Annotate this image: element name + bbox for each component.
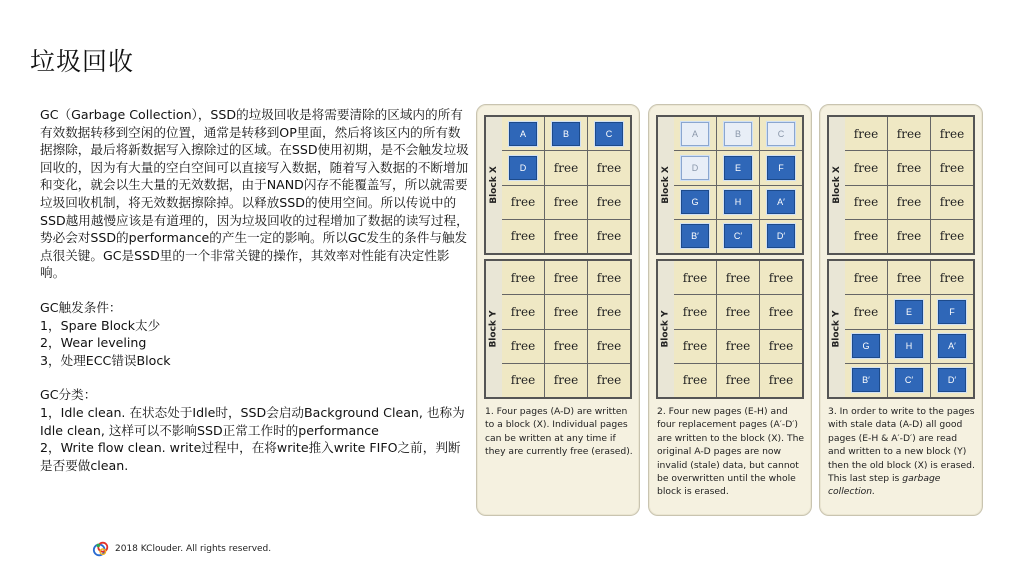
valid-page-cell [888,330,930,363]
valid-page-cell [674,186,716,219]
free-page: free [588,151,630,184]
free-page: free [588,364,630,397]
stale-page: B [724,122,752,146]
free-page: free [502,261,544,294]
block-label-text: Block Y [661,310,672,348]
page-grid [845,117,973,253]
free-page: free [717,364,759,397]
caption-text: 2. Four new pages (E-H) and four replacement pages (A′-D′) are written to the block (X). The original A-D pages are now invalid (stale) data, but cannot be overwritten until the whole block is erased. [657,406,805,498]
triggers-heading: GC触发条件： [40,299,122,315]
free-page: free [717,330,759,363]
valid-page-cell [845,330,887,363]
free-page: free [931,261,973,294]
free-page: free [588,261,630,294]
kclouder-logo-icon [92,540,110,558]
page-grid [502,117,630,253]
page-grid [845,261,973,397]
page-title: 垃圾回收 [30,47,135,76]
valid-page-cell [845,364,887,397]
free-page: free [760,330,802,363]
valid-page: A′ [767,190,795,214]
valid-page-cell [717,186,759,219]
free-page: free [674,330,716,363]
valid-page: A′ [938,334,966,358]
valid-page: B′ [852,368,880,392]
valid-page: D′ [767,224,795,248]
valid-page: D [509,156,537,180]
block-label [486,117,502,253]
block-x [656,115,804,255]
diagram-panel-2 [648,104,812,516]
valid-page-cell [760,151,802,184]
free-page: free [502,186,544,219]
valid-page-cell [760,186,802,219]
free-page: free [502,220,544,253]
free-page: free [888,261,930,294]
stale-page: C [767,122,795,146]
block-y [656,259,804,399]
block-y [827,259,975,399]
caption-text: 3. In order to write to the pages with stale data (A-D) all good pages (E-H & A′-D′) are read and written to a new block (Y) then the old block (X) is erased. This last step is [828,406,975,485]
free-page: free [545,330,587,363]
valid-page-cell [888,364,930,397]
valid-page-cell [674,220,716,253]
free-page: free [545,295,587,328]
valid-page: H [724,190,752,214]
free-page: free [674,295,716,328]
free-page: free [931,151,973,184]
block-label-text: Block X [832,166,842,204]
page-grid [674,117,802,253]
footer [92,540,271,558]
free-page: free [588,330,630,363]
free-page: free [888,186,930,219]
stale-page: A [681,122,709,146]
free-page: free [502,295,544,328]
block-label [829,261,845,397]
free-page: free [845,295,887,328]
valid-page: C′ [895,368,923,392]
free-page: free [845,220,887,253]
free-page: free [588,186,630,219]
stale-page-cell [674,117,716,150]
caption-italic-text: garbage collection. [828,473,941,498]
caption-text: 1. Four pages (A-D) are written to a block (X). Individual pages can be written at any time if they are currently free (erased). [485,406,633,458]
type-item: 1，Idle clean. 在状态处于Idle时，SSD会启动Background Clean, 也称为Idle clean, 这样可以不影响SSD正常工作时的performance [40,404,465,438]
panel-caption [828,405,976,499]
free-page: free [502,330,544,363]
valid-page-cell [545,117,587,150]
stale-page-cell [760,117,802,150]
free-page: free [502,364,544,397]
valid-page: A [509,122,537,146]
free-page: free [845,151,887,184]
free-page: free [717,295,759,328]
valid-page-cell [717,151,759,184]
valid-page-cell [760,220,802,253]
free-page: free [545,151,587,184]
free-page: free [545,364,587,397]
valid-page: E [724,156,752,180]
valid-page: E [895,300,923,324]
block-y [484,259,632,399]
panel-caption [485,405,633,459]
valid-page: H [895,334,923,358]
block-label-text: Block X [661,166,671,204]
valid-page-cell [931,364,973,397]
trigger-item: 1，Spare Block太少 [40,317,161,333]
valid-page: F [938,300,966,324]
free-page: free [760,364,802,397]
free-page: free [845,186,887,219]
free-page: free [845,117,887,150]
free-page: free [888,151,930,184]
valid-page-cell [588,117,630,150]
block-label [486,261,502,397]
free-page: free [888,220,930,253]
valid-page-cell [502,117,544,150]
free-page: free [931,117,973,150]
free-page: free [760,295,802,328]
copyright-text: 2018 KClouder. All rights reserved. [115,544,272,554]
valid-page-cell [888,295,930,328]
stale-page-cell [717,117,759,150]
free-page: free [674,261,716,294]
block-label [658,261,674,397]
valid-page: F [767,156,795,180]
trigger-item: 3，处理ECC错误Block [40,352,171,368]
free-page: free [674,364,716,397]
stale-page: D [681,156,709,180]
page-grid [502,261,630,397]
free-page: free [588,220,630,253]
valid-page: C′ [724,224,752,248]
block-x [484,115,632,255]
panel-caption [657,405,805,499]
block-label-text: Block Y [832,310,843,348]
free-page: free [931,220,973,253]
body-text [40,106,470,474]
diagram-panel-1 [476,104,640,516]
valid-page: G [852,334,880,358]
free-page: free [845,261,887,294]
valid-page: C [595,122,623,146]
block-label-text: Block Y [489,310,500,348]
block-label [829,117,845,253]
diagram-panel-3 [819,104,983,516]
valid-page-cell [717,220,759,253]
free-page: free [588,295,630,328]
free-page: free [545,220,587,253]
free-page: free [545,261,587,294]
page-grid [674,261,802,397]
valid-page: B [552,122,580,146]
block-label [658,117,674,253]
trigger-item: 2，Wear leveling [40,335,147,351]
intro-paragraph: GC（Garbage Collection），SSD的垃圾回收是将需要清除的区域内的所有有效数据转移到空闲的位置，通常是转移到OP里面，然后将该区内的所有数据擦除，最后将新数据写入擦除过的区域。在SSD使用初期，是不会触发垃圾回收的，因为有大量的空白空间可以直接写入数据，随着写入数据的不断增加和变化，就会以生大量的无效数据，由于NAND闪存不能覆盖写，所以就需要垃圾回收机制，将无效数据擦除掉。以释放SSD的使用空间。所以传说中的SSD越用越慢应该是有道理的，因为垃圾回收的过程增加了数据的读写过程，势必会对SSD的performance的产生一定的影响。所以GC发生的条件与触发点很关键。GC是SSD里的一个非常关键的操作，其效率对性能有决定性影响。 [40,107,469,281]
free-page: free [717,261,759,294]
valid-page-cell [931,330,973,363]
types-heading: GC分类： [40,387,97,403]
valid-page-cell [502,151,544,184]
block-x [827,115,975,255]
valid-page: B′ [681,224,709,248]
valid-page-cell [931,295,973,328]
free-page: free [760,261,802,294]
free-page: free [931,186,973,219]
stale-page-cell [674,151,716,184]
type-item: 2，Write flow clean. write过程中，在将write推入write FIFO之前，判断是否要做clean. [40,440,461,473]
valid-page: G [681,190,709,214]
free-page: free [545,186,587,219]
block-label-text: Block X [489,166,499,204]
valid-page: D′ [938,368,966,392]
free-page: free [888,117,930,150]
